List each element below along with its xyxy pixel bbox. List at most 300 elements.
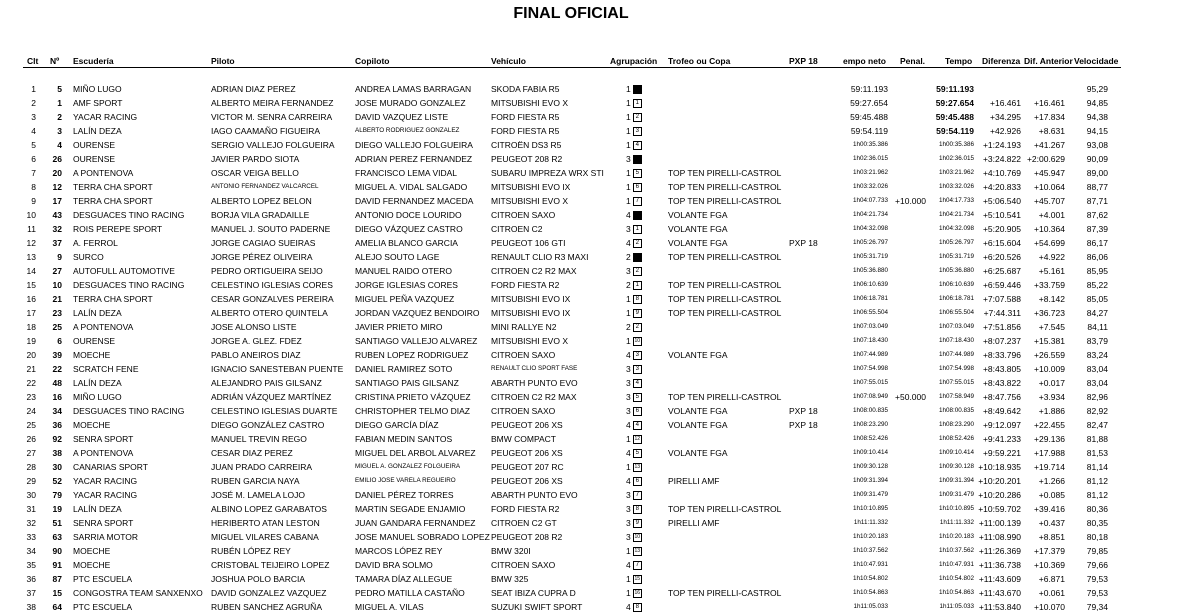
cell-vehiculo: CITROEN SAXO (491, 406, 556, 416)
cell-trofeo: PIRELLI AMF (668, 518, 720, 528)
cell-dif-anterior: +22.455 (1034, 420, 1065, 430)
cell-vehiculo: RENAULT CLIO R3 MAXI (491, 252, 589, 262)
cell-num: 6 (57, 336, 62, 346)
cell-trofeo: TOP TEN PIRELLI-CASTROL (668, 504, 782, 514)
cell-escuderia: SARRIA MOTOR (73, 532, 139, 542)
cell-num: 15 (52, 588, 62, 598)
group-number: 1 (626, 140, 631, 150)
cell-tempo-neto: 59:27.654 (850, 98, 888, 108)
cell-trofeo: TOP TEN PIRELLI-CASTROL (668, 280, 782, 290)
cell-agrupacion (626, 391, 648, 403)
cell-agrupacion (626, 447, 648, 459)
cell-trofeo: VOLANTE FGA (668, 210, 728, 220)
cell-copiloto: MIGUEL DEL ARBOL ALVAREZ (355, 448, 476, 458)
cell-tempo-neto: 1h06:55.504 (852, 309, 888, 316)
cell-clt: 8 (31, 182, 36, 192)
cell-escuderia: SCRATCH FENE (73, 364, 139, 374)
cell-clt: 26 (26, 434, 36, 444)
cell-clt: 15 (26, 280, 36, 290)
cell-tempo-neto: 1h02:36.015 (852, 155, 888, 162)
cell-copiloto: DAVID VAZQUEZ LISTE (355, 112, 449, 122)
cell-diferenza: +11:36.738 (978, 560, 1021, 570)
cell-dif-anterior: +17.834 (1034, 112, 1065, 122)
group-number: 3 (626, 504, 631, 514)
cell-escuderia: AUTOFULL AUTOMOTIVE (73, 266, 175, 276)
group-number: 3 (626, 490, 631, 500)
cell-num: 37 (52, 238, 62, 248)
cell-tempo: 1h05:36.880 (938, 267, 974, 274)
table-row (0, 279, 1182, 291)
cell-tempo: 1h08:52.426 (938, 435, 974, 442)
class-position-box: 5 (633, 393, 642, 402)
table-row (0, 223, 1182, 235)
cell-tempo: 1h00:35.386 (938, 141, 974, 148)
cell-diferenza: +9:12.097 (982, 420, 1021, 430)
cell-tempo: 1h09:31.394 (938, 477, 974, 484)
table-row (0, 125, 1182, 137)
h-tempo: Tempo (945, 56, 973, 66)
table-row (0, 573, 1182, 585)
class-position-box: 6 (633, 477, 642, 486)
cell-vehiculo: CITROËN DS3 R5 (491, 140, 562, 150)
cell-vehiculo: PEUGEOT 208 R2 (491, 532, 563, 542)
cell-dif-anterior: +39.416 (1034, 504, 1065, 514)
cell-velocidade: 84,11 (1087, 322, 1108, 332)
cell-agrupacion (626, 405, 648, 417)
cell-tempo-neto: 1h11:05.033 (853, 603, 888, 610)
table-row (0, 545, 1182, 557)
cell-velocidade: 79,85 (1086, 546, 1108, 556)
cell-tempo-neto: 1h08:52.426 (852, 435, 888, 442)
cell-dif-anterior: +26.559 (1034, 350, 1065, 360)
cell-dif-anterior: +0.437 (1038, 518, 1065, 528)
cell-num: 12 (52, 182, 62, 192)
cell-copiloto: ANTONIO DOCE LOURIDO (355, 210, 462, 220)
cell-tempo-neto: 1h04:07.733 (852, 197, 888, 204)
class-position-box: 10 (634, 338, 641, 345)
cell-diferenza: +5:10.541 (982, 210, 1021, 220)
cell-num: 1 (57, 98, 62, 108)
cell-diferenza: +11:08.990 (978, 532, 1021, 542)
cell-copiloto: MIGUEL A. VILAS (355, 602, 424, 612)
cell-num: 43 (52, 210, 62, 220)
cell-num: 19 (52, 504, 62, 514)
cell-tempo-neto: 1h09:10.414 (852, 449, 888, 456)
class-position-box: 6 (633, 407, 642, 416)
class-position-box: 6 (633, 183, 642, 192)
cell-velocidade: 82,92 (1086, 406, 1108, 416)
table-row (0, 335, 1182, 347)
cell-trofeo: TOP TEN PIRELLI-CASTROL (668, 168, 782, 178)
cell-tempo: 1h10:54.863 (938, 589, 974, 596)
cell-diferenza: +7:44.311 (983, 308, 1021, 318)
cell-agrupacion (626, 125, 648, 137)
cell-num: 26 (52, 154, 62, 164)
table-row (0, 265, 1182, 277)
table-row (0, 517, 1182, 529)
cell-tempo: 1h03:21.962 (938, 169, 974, 176)
cell-num: 79 (52, 490, 62, 500)
cell-piloto: DIEGO GONZÁLEZ CASTRO (211, 420, 325, 430)
table-row (0, 153, 1182, 165)
cell-num: 25 (52, 322, 62, 332)
cell-escuderia: YACAR RACING (73, 112, 138, 122)
cell-piloto: JORGE PÉREZ OLIVEIRA (211, 252, 313, 262)
table-row (0, 391, 1182, 403)
cell-tempo-neto: 1h10:20.183 (852, 533, 888, 540)
cell-piloto: ALBERTO MEIRA FERNANDEZ (211, 98, 334, 108)
cell-tempo-neto: 1h03:32.026 (852, 183, 888, 190)
cell-escuderia: AMF SPORT (73, 98, 123, 108)
cell-escuderia: MOECHE (73, 350, 111, 360)
cell-agrupacion (626, 545, 648, 557)
cell-escuderia: ROIS PEREPE SPORT (73, 224, 163, 234)
cell-dif-anterior: +4.922 (1038, 252, 1065, 262)
cell-vehiculo: CITROEN C2 R2 MAX (491, 392, 577, 402)
cell-clt: 7 (31, 168, 36, 178)
cell-copiloto: JAVIER PRIETO MIRO (355, 322, 443, 332)
cell-dif-anterior: +10.064 (1034, 182, 1065, 192)
cell-piloto: OSCAR VEIGA BELLO (211, 168, 299, 178)
cell-tempo: 1h07:58.949 (938, 393, 974, 400)
cell-clt: 34 (26, 546, 36, 556)
cell-clt: 35 (26, 560, 36, 570)
cell-piloto: MIGUEL VILARES CABANA (211, 532, 319, 542)
cell-velocidade: 87,62 (1086, 210, 1108, 220)
cell-tempo-neto: 1h11:11.332 (853, 519, 888, 526)
cell-tempo: 1h10:37.562 (938, 547, 974, 554)
cell-num: 9 (57, 252, 62, 262)
cell-diferenza: +4:20.833 (982, 182, 1021, 192)
group-number: 1 (626, 98, 631, 108)
cell-copiloto: JORDAN VAZQUEZ BENDOIRO (355, 308, 480, 318)
h-copiloto: Copiloto (355, 56, 390, 66)
cell-tempo: 1h06:10.639 (938, 281, 974, 288)
cell-copiloto: ADRIAN PEREZ FERNANDEZ (355, 154, 473, 164)
table-row (0, 307, 1182, 319)
cell-dif-anterior: +1.266 (1038, 476, 1065, 486)
cell-diferenza: +6:15.604 (982, 238, 1021, 248)
cell-tempo: 1h07:03.049 (938, 323, 974, 330)
group-number: 4 (626, 448, 631, 458)
cell-tempo-neto: 1h05:36.880 (852, 267, 888, 274)
cell-escuderia: PTC ESCUELA (73, 574, 133, 584)
cell-escuderia: A. FERROL (73, 238, 118, 248)
group-number: 3 (626, 224, 631, 234)
cell-diferenza: +8:49.642 (982, 406, 1021, 416)
cell-pxp: PXP 18 (789, 420, 818, 430)
group-number: 3 (626, 518, 631, 528)
cell-num: 91 (52, 560, 62, 570)
class-position-box: 2 (633, 323, 642, 332)
cell-vehiculo: FORD FIESTA R5 (491, 126, 560, 136)
cell-escuderia: CANARIAS SPORT (73, 462, 148, 472)
cell-vehiculo: FORD FIESTA R2 (491, 280, 560, 290)
h-num: Nº (50, 56, 60, 66)
cell-copiloto: ALEJO SOUTO LAGE (355, 252, 440, 262)
table-row (0, 209, 1182, 221)
group-number: 1 (626, 336, 631, 346)
cell-copiloto: FABIAN MEDIN SANTOS (355, 434, 453, 444)
cell-velocidade: 90,09 (1086, 154, 1108, 164)
cell-agrupacion (626, 349, 648, 361)
cell-piloto: ALEJANDRO PAIS GILSANZ (211, 378, 322, 388)
cell-num: 92 (52, 434, 62, 444)
cell-clt: 29 (26, 476, 36, 486)
cell-tempo: 1h07:44.989 (938, 351, 974, 358)
cell-agrupacion (626, 237, 648, 249)
table-row (0, 405, 1182, 417)
cell-diferenza: +16.461 (990, 98, 1021, 108)
cell-agrupacion (626, 363, 648, 375)
cell-dif-anterior: +15.381 (1034, 336, 1065, 346)
cell-tempo: 1h07:54.998 (938, 365, 974, 372)
table-row (0, 139, 1182, 151)
class-position-box (633, 155, 642, 164)
cell-clt: 23 (26, 392, 36, 402)
cell-agrupacion (626, 251, 648, 263)
class-position-box: 3 (633, 365, 642, 374)
cell-copiloto: MIGUEL A. VIDAL SALGADO (355, 182, 468, 192)
cell-velocidade: 81,53 (1086, 448, 1108, 458)
h-diferenza: Diferenza (982, 56, 1021, 66)
class-position-box: 15 (634, 576, 641, 583)
cell-penal: +10.000 (895, 196, 926, 206)
cell-agrupacion (626, 195, 648, 207)
group-number: 3 (626, 392, 631, 402)
cell-piloto: RUBEN GARCIA NAYA (211, 476, 300, 486)
cell-trofeo: TOP TEN PIRELLI-CASTROL (668, 308, 782, 318)
cell-velocidade: 93,08 (1086, 140, 1108, 150)
cell-copiloto: DIEGO VALLEJO FOLGUEIRA (355, 140, 473, 150)
cell-piloto: VICTOR M. SENRA CARREIRA (211, 112, 333, 122)
cell-trofeo: PIRELLI AMF (668, 476, 720, 486)
cell-piloto: JAVIER PARDO SIOTA (211, 154, 300, 164)
cell-agrupacion (626, 321, 648, 333)
class-position-box: 8 (633, 603, 642, 612)
cell-tempo: 1h04:32.098 (938, 225, 974, 232)
cell-clt: 11 (27, 224, 36, 234)
cell-dif-anterior: +19.714 (1034, 462, 1065, 472)
cell-escuderia: DESGUACES TINO RACING (73, 210, 185, 220)
cell-dif-anterior: +6.871 (1038, 574, 1065, 584)
cell-copiloto: SANTIAGO PAIS GILSANZ (355, 378, 459, 388)
cell-clt: 14 (26, 266, 36, 276)
cell-velocidade: 79,53 (1086, 574, 1108, 584)
class-position-box: 7 (633, 491, 642, 500)
cell-copiloto: AMELIA BLANCO GARCIA (355, 238, 458, 248)
h-escuderia: Escudería (73, 56, 114, 66)
class-position-box: 13 (634, 464, 641, 471)
class-position-box: 2 (633, 239, 642, 248)
class-position-box: 3 (633, 127, 642, 136)
cell-clt: 18 (26, 322, 36, 332)
cell-clt: 12 (26, 238, 36, 248)
cell-vehiculo: MITSUBISHI EVO X (491, 98, 568, 108)
cell-piloto: PEDRO ORTIGUEIRA SEIJO (211, 266, 323, 276)
cell-dif-anterior: +17.379 (1034, 546, 1065, 556)
cell-velocidade: 81,12 (1086, 490, 1108, 500)
cell-clt: 6 (31, 154, 36, 164)
cell-tempo: 1h11:05.033 (939, 603, 974, 610)
group-number: 4 (626, 560, 631, 570)
cell-tempo-neto: 1h09:31.479 (852, 491, 888, 498)
cell-piloto: JORGE A. GLEZ. FDEZ (211, 336, 302, 346)
group-number: 1 (626, 546, 631, 556)
group-number: 3 (626, 532, 631, 542)
cell-tempo-neto: 1h07:54.998 (852, 365, 888, 372)
cell-tempo: 1h05:26.797 (938, 239, 974, 246)
cell-escuderia: YACAR RACING (73, 476, 138, 486)
class-position-box (633, 253, 642, 262)
cell-dif-anterior: +3.934 (1038, 392, 1065, 402)
cell-agrupacion (626, 419, 648, 431)
cell-clt: 2 (31, 98, 36, 108)
cell-tempo: 1h09:30.128 (938, 463, 974, 470)
group-number: 1 (626, 588, 631, 598)
cell-dif-anterior: +41.267 (1034, 140, 1065, 150)
cell-agrupacion (626, 433, 648, 445)
cell-copiloto: JOSE MANUEL SOBRADO LOPEZ (355, 532, 490, 542)
group-number: 2 (626, 322, 631, 332)
cell-trofeo: TOP TEN PIRELLI-CASTROL (668, 294, 782, 304)
cell-piloto: MANUEL J. SOUTO PADERNE (211, 224, 331, 234)
cell-copiloto: DAVID BRA SOLMO (355, 560, 433, 570)
cell-piloto: JOSE ALONSO LISTE (211, 322, 297, 332)
cell-piloto: ADRIAN DIAZ PEREZ (211, 84, 296, 94)
cell-diferenza: +42.926 (990, 126, 1021, 136)
cell-dif-anterior: +0.017 (1038, 378, 1065, 388)
cell-velocidade: 83,24 (1086, 350, 1108, 360)
cell-vehiculo: FORD FIESTA R2 (491, 504, 560, 514)
table-row (0, 475, 1182, 487)
cell-dif-anterior: +7.545 (1038, 322, 1065, 332)
cell-tempo: 1h07:18.430 (938, 337, 974, 344)
cell-tempo-neto: 1h07:55.015 (852, 379, 888, 386)
cell-velocidade: 94,85 (1086, 98, 1108, 108)
group-number: 4 (626, 420, 631, 430)
cell-diferenza: +34.295 (990, 112, 1021, 122)
cell-tempo-neto: 1h10:54.802 (852, 575, 888, 582)
cell-agrupacion (626, 83, 648, 95)
cell-num: 20 (52, 168, 62, 178)
cell-num: 4 (57, 140, 62, 150)
cell-tempo: 1h06:18.781 (938, 295, 974, 302)
cell-pxp: PXP 18 (789, 238, 818, 248)
cell-agrupacion (626, 181, 648, 193)
cell-dif-anterior: +29.136 (1034, 434, 1065, 444)
cell-num: 64 (52, 602, 62, 612)
cell-escuderia: TERRA CHA SPORT (73, 182, 153, 192)
cell-copiloto: MANUEL RAIDO OTERO (355, 266, 452, 276)
cell-velocidade: 83,04 (1086, 378, 1108, 388)
cell-tempo: 1h07:55.015 (938, 379, 974, 386)
cell-piloto: SERGIO VALLEJO FOLGUEIRA (211, 140, 335, 150)
cell-velocidade: 89,00 (1086, 168, 1108, 178)
cell-trofeo: VOLANTE FGA (668, 238, 728, 248)
cell-copiloto: MIGUEL A. GONZALEZ FOLGUEIRA (355, 463, 461, 470)
cell-tempo-neto: 1h05:31.719 (852, 253, 888, 260)
cell-clt: 20 (26, 350, 36, 360)
table-row (0, 559, 1182, 571)
cell-tempo-neto: 1h09:31.394 (852, 477, 888, 484)
cell-diferenza: +8:43.822 (982, 378, 1021, 388)
cell-copiloto: SANTIAGO VALLEJO ALVAREZ (355, 336, 478, 346)
cell-tempo-neto: 1h03:21.962 (852, 169, 888, 176)
cell-tempo: 1h06:55.504 (938, 309, 974, 316)
cell-diferenza: +7:51.856 (982, 322, 1021, 332)
cell-tempo: 1h10:10.895 (938, 505, 974, 512)
cell-clt: 10 (26, 210, 36, 220)
table-row (0, 461, 1182, 473)
table-row (0, 195, 1182, 207)
cell-vehiculo: CITROEN C2 GT (491, 518, 557, 528)
cell-tempo: 1h09:31.479 (938, 491, 974, 498)
class-position-box: 4 (633, 379, 642, 388)
cell-dif-anterior: +17.988 (1034, 448, 1065, 458)
group-number: 4 (626, 238, 631, 248)
page-title: FINAL OFICIAL (513, 5, 629, 22)
cell-tempo: 1h02:36.015 (938, 155, 974, 162)
cell-velocidade: 79,53 (1086, 588, 1108, 598)
cell-agrupacion (626, 377, 648, 389)
cell-vehiculo: MITSUBISHI EVO IX (491, 308, 571, 318)
table-row (0, 349, 1182, 361)
cell-velocidade: 88,77 (1086, 182, 1108, 192)
group-number: 3 (626, 154, 631, 164)
group-number: 1 (626, 126, 631, 136)
cell-num: 32 (52, 224, 62, 234)
cell-clt: 33 (26, 532, 36, 542)
cell-clt: 37 (26, 588, 36, 598)
table-row (0, 503, 1182, 515)
h-penal: Penal. (900, 56, 926, 66)
cell-tempo: 1h10:47.931 (938, 561, 974, 568)
cell-tempo-neto: 1h06:10.639 (852, 281, 888, 288)
class-position-box: 2 (633, 267, 642, 276)
cell-vehiculo: MITSUBISHI EVO X (491, 336, 568, 346)
cell-copiloto: EMILIO JOSE VARELA REGUEIRO (355, 477, 456, 484)
cell-clt: 3 (31, 112, 36, 122)
cell-piloto: PABLO ANEIROS DIAZ (211, 350, 301, 360)
table-row (0, 601, 1182, 613)
cell-trofeo: VOLANTE FGA (668, 224, 728, 234)
cell-vehiculo: SEAT IBIZA CUPRA D (491, 588, 576, 598)
class-position-box: 9 (633, 519, 642, 528)
cell-trofeo: TOP TEN PIRELLI-CASTROL (668, 182, 782, 192)
cell-copiloto: RUBEN LOPEZ RODRIGUEZ (355, 350, 469, 360)
cell-escuderia: OURENSE (73, 154, 116, 164)
cell-tempo-neto: 1h10:47.931 (852, 561, 888, 568)
cell-clt: 4 (31, 126, 36, 136)
cell-piloto: CESAR DIAZ PEREZ (211, 448, 293, 458)
table-row (0, 321, 1182, 333)
cell-tempo-neto: 1h04:32.098 (852, 225, 888, 232)
header-divider (23, 67, 1121, 68)
cell-piloto: ALBERTO LOPEZ BELON (211, 196, 312, 206)
cell-escuderia: A PONTENOVA (73, 168, 134, 178)
cell-tempo-neto: 1h04:21.734 (852, 211, 888, 218)
cell-piloto: JOSHUA POLO BARCIA (211, 574, 305, 584)
cell-tempo-neto: 1h00:35.386 (852, 141, 888, 148)
cell-velocidade: 83,79 (1086, 336, 1108, 346)
cell-escuderia: SURCO (73, 252, 104, 262)
h-pxp: PXP 18 (789, 56, 818, 66)
cell-clt: 38 (26, 602, 36, 612)
cell-copiloto: TAMARA DÍAZ ALLEGUE (355, 574, 453, 584)
cell-velocidade: 87,71 (1086, 196, 1108, 206)
cell-escuderia: CONGOSTRA TEAM SANXENXO (73, 588, 203, 598)
